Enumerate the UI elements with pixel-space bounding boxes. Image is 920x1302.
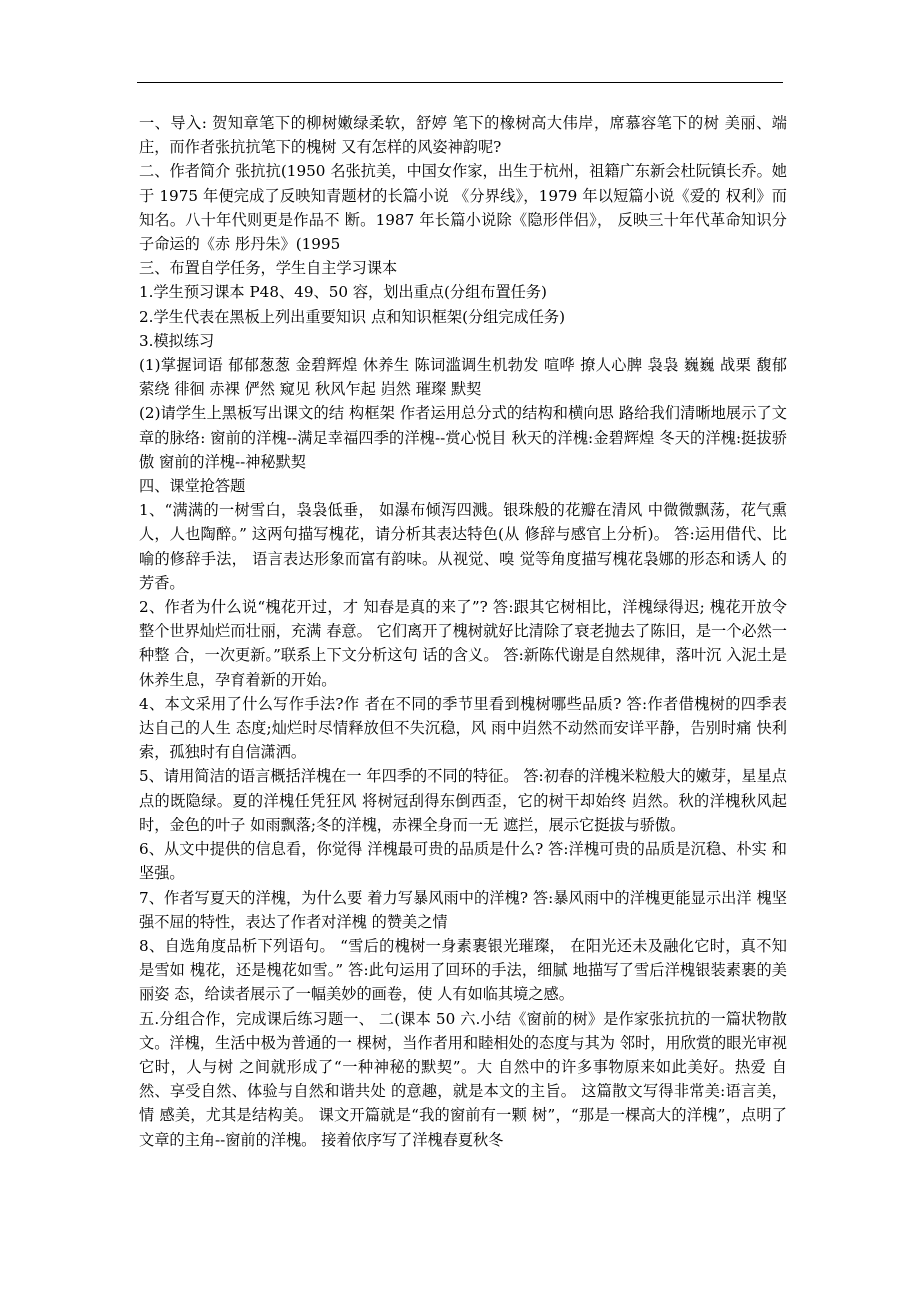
paragraph-task-2: 2.学生代表在黑板上列出重要知识 点和知识框架(分组完成任务)	[139, 307, 566, 326]
paragraph-summary: 五.分组合作，完成课后练习题一、 二(课本 50 六.小结《窗前的树》是作家张抗抗的一篇状物散文。洋槐，生活中极为普通的一 棵树，当作者用和睦相处的态度与其为 邻时，用欣赏的眼光审视它时，人与树 之间就形成了“一种神秘的默契”。大 自然中的许多事物原来如此美好。热爱 自然、享受自然、体验与自然和谐共处 的意趣，就是本文的主旨。 这篇散文写得非常美:语言美，情 感美，尤其是结构美。 课文开篇就是“我的窗前有一颗 树”，“那是一棵高大的洋槐”，点明了 文章的主角--窗前的洋槐。 接着依序写了洋槐春夏秋冬	[139, 1009, 787, 1149]
paragraph-intro: 一、导入: 贺知章笔下的柳树嫩绿柔软，舒婷 笔下的橡树高大伟岸，席慕容笔下的树 美丽、端庄，而作者张抗抗笔下的槐树 又有怎样的风姿神韵呢?	[139, 114, 787, 157]
paragraph-question-1: 1、“满满的一树雪白，袅袅低垂， 如瀑布倾泻四溅。银珠般的花瓣在清风 中微微飘荡，花气熏人，人也陶醉。” 这两句描写槐花，请分析其表达特色(从 修辞与感官上分析)。 答:运用借代、比喻的修辞手法， 语言表达形象而富有韵味。从视觉、嗅 觉等角度描写槐花袅娜的形态和诱人 的芳香。	[139, 501, 787, 592]
paragraph-author-bio: 二、作者简介 张抗抗(1950 名张抗美，中国女作家，出生于杭州，祖籍广东新会杜阮镇长乔。她于 1975 年便完成了反映知青题材的长篇小说 《分界线》，1979 年以短篇小说《爱的 权利》而知名。八十年代则更是作品不 断。1987 年长篇小说除《隐形伴侣》， 反映三十年代革命知识分子命运的《赤 彤丹朱》(1995	[139, 162, 787, 254]
paragraph-question-2: 2、作者为什么说“槐花开过，才 知春是真的来了”? 答:跟其它树相比，洋槐绿得迟; 槐花开放令整个世界灿烂而壮丽，充满 春意。 它们离开了槐树就好比清除了衰老抛去了陈旧，是一个必然一种整 合，一次更新。”联系上下文分析这句 话的含义。 答:新陈代谢是自然规律，落叶沉 入泥土是休养生息，孕育着新的开始。	[139, 598, 787, 689]
document-body	[139, 111, 787, 1152]
paragraph-section-three-heading: 三、布置自学任务，学生自主学习课本	[139, 259, 398, 278]
paragraph-task-3-heading: 3.模拟练习	[139, 331, 215, 350]
paragraph-question-7: 7、作者写夏天的洋槐，为什么要 着力写暴风雨中的洋槐? 答:暴风雨中的洋槐更能显示出洋 槐坚强不屈的特性，表达了作者对洋槐 的赞美之情	[139, 888, 787, 931]
paragraph-task-1: 1.学生预习课本 P48、49、50 容，划出重点(分组布置任务)	[139, 283, 547, 302]
paragraph-question-6: 6、从文中提供的信息看，你觉得 洋槐最可贵的品质是什么? 答:洋槐可贵的品质是沉稳、朴实 和坚强。	[139, 840, 787, 883]
paragraph-question-5: 5、请用简洁的语言概括洋槐在一 年四季的不同的特征。 答:初春的洋槐米粒般大的嫩芽，星星点点的既隐绿。夏的洋槐任凭狂风 将树冠刮得东倒西歪，它的树干却始终 岿然。秋的洋槐秋风起时，金色的叶子 如雨飘落;冬的洋槐，赤裸全身而一无 遮拦，展示它挺拔与骄傲。	[139, 767, 787, 834]
paragraph-structure: (2)请学生上黑板写出课文的结 构框架 作者运用总分式的结构和横向思 路给我们清晰地展示了文章的脉络: 窗前的洋槐--满足幸福四季的洋槐--赏心悦目 秋天的洋槐:金碧辉煌 冬天的洋槐:挺拔骄傲 窗前的洋槐--神秘默契	[139, 404, 787, 471]
paragraph-vocabulary: (1)掌握词语 郁郁葱葱 金碧辉煌 休养生 陈词滥调生机勃发 喧哗 撩人心脾 袅袅 巍巍 战栗 馥郁 萦绕 徘徊 赤裸 俨然 窥见 秋风乍起 岿然 璀璨 默契	[139, 356, 787, 399]
paragraph-question-8: 8、自选角度品析下列语句。 “雪后的槐树一身素裹银光璀璨， 在阳光还未及融化它时，真不知是雪如 槐花，还是槐花如雪。” 答:此句运用了回环的手法，细腻 地描写了雪后洋槐银装素裹的美丽姿 态，给读者展示了一幅美妙的画卷，使 人有如临其境之感。	[139, 936, 787, 1004]
paragraph-question-4: 4、本文采用了什么写作手法?作 者在不同的季节里看到槐树哪些品质? 答:作者借槐树的四季表达自己的人生 态度;灿烂时尽情释放但不失沉稳，风 雨中岿然不动然而安详平静，告别时痛 快利索，孤独时有自信潇洒。	[139, 694, 787, 762]
paragraph-section-four-heading: 四、课堂抢答题	[139, 477, 246, 496]
header-rule	[137, 82, 783, 83]
